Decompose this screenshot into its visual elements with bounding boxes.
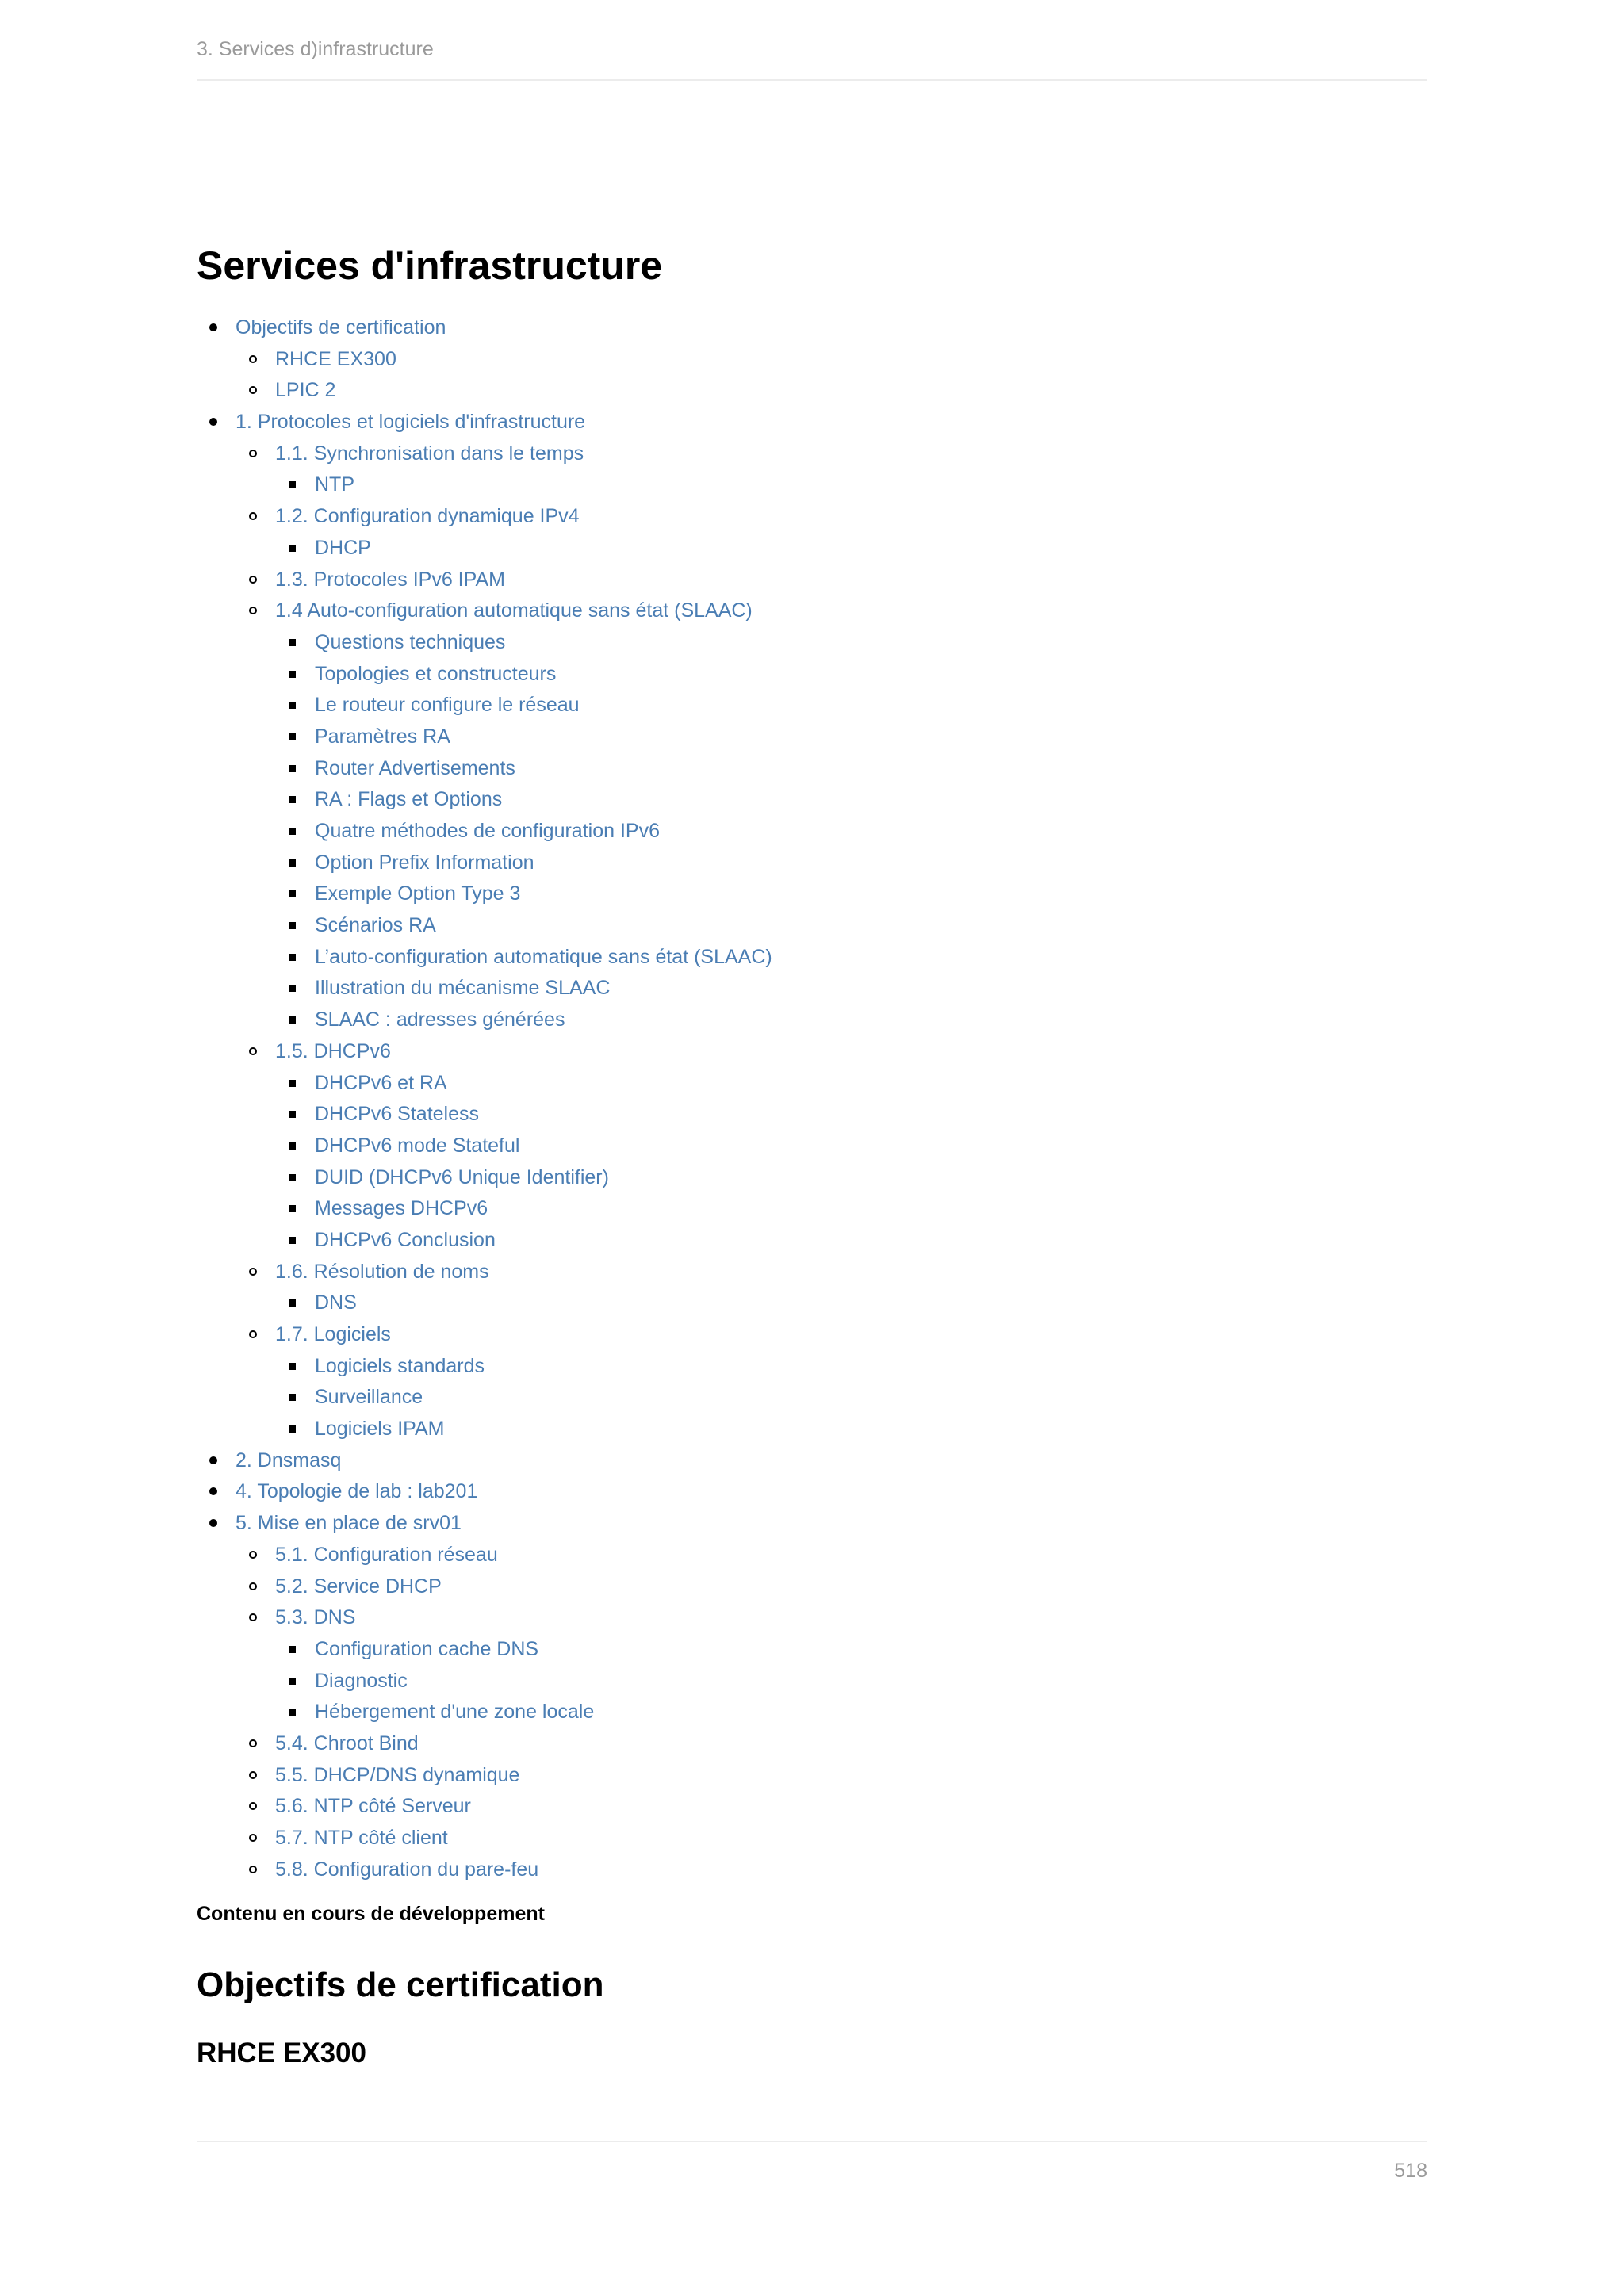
toc-link[interactable]: Quatre méthodes de configuration IPv6 (315, 820, 660, 842)
toc-link-5-5[interactable]: 5.5. DHCP/DNS dynamique (275, 1763, 520, 1786)
square-bullet-icon (289, 1709, 296, 1716)
toc-item (275, 1162, 1427, 1194)
circle-bullet-icon (249, 512, 257, 520)
toc-link-dhcp[interactable]: DHCP (315, 536, 371, 559)
toc-link-5-4[interactable]: 5.4. Chroot Bind (275, 1732, 419, 1755)
toc-item-section-4 (197, 1476, 1427, 1508)
circle-bullet-icon (249, 355, 257, 363)
toc-item-1-7 (236, 1319, 1427, 1445)
square-bullet-icon (289, 890, 296, 897)
toc-link-lpic[interactable]: LPIC 2 (275, 379, 336, 402)
square-bullet-icon (289, 1205, 296, 1212)
toc-link-dns[interactable]: DNS (315, 1292, 357, 1314)
toc-link-5-1[interactable]: 5.1. Configuration réseau (275, 1543, 498, 1566)
square-bullet-icon (289, 828, 296, 835)
toc-item (275, 1131, 1427, 1162)
square-bullet-icon (289, 1678, 296, 1685)
toc-link[interactable]: Paramètres RA (315, 725, 450, 748)
toc-sublist (275, 533, 1427, 564)
square-bullet-icon (289, 1080, 296, 1087)
toc-item (275, 973, 1427, 1004)
disc-bullet-icon (209, 1519, 217, 1527)
toc-link[interactable]: Le routeur configure le réseau (315, 694, 580, 717)
toc-link[interactable]: Messages DHCPv6 (315, 1197, 488, 1220)
disc-bullet-icon (209, 323, 217, 331)
toc-item (275, 1414, 1427, 1445)
toc-link-5-3[interactable]: 5.3. DNS (275, 1606, 356, 1629)
square-bullet-icon (289, 1299, 296, 1307)
toc-link[interactable]: Configuration cache DNS (315, 1637, 539, 1660)
toc-item (275, 753, 1427, 785)
toc-item-5-5 (236, 1760, 1427, 1792)
toc-link[interactable]: Surveillance (315, 1386, 423, 1409)
toc-link-1-1[interactable]: 1.1. Synchronisation dans le temps (275, 442, 584, 465)
toc-link[interactable]: DHCPv6 Stateless (315, 1103, 480, 1126)
square-bullet-icon (289, 796, 296, 803)
toc-link-5-8[interactable]: 5.8. Configuration du pare-feu (275, 1858, 539, 1881)
toc-item (275, 1193, 1427, 1225)
toc-link[interactable]: L’auto-configuration automatique sans état (SLAAC) (315, 945, 772, 968)
toc-item (275, 1225, 1427, 1257)
toc-item (275, 627, 1427, 659)
circle-bullet-icon (249, 1771, 257, 1779)
toc-item-1-6 (236, 1257, 1427, 1319)
toc-link-1-5[interactable]: 1.5. DHCPv6 (275, 1039, 391, 1062)
toc-link[interactable]: Logiciels standards (315, 1354, 485, 1377)
toc-link[interactable]: Questions techniques (315, 630, 506, 653)
toc-item (275, 878, 1427, 910)
toc-link-section-4[interactable]: 4. Topologie de lab : lab201 (236, 1480, 478, 1503)
square-bullet-icon (289, 702, 296, 709)
circle-bullet-icon (249, 1268, 257, 1276)
toc-link-objectifs[interactable]: Objectifs de certification (236, 316, 446, 339)
toc-item (275, 1099, 1427, 1131)
toc-link[interactable]: Illustration du mécanisme SLAAC (315, 977, 611, 1000)
circle-bullet-icon (249, 1582, 257, 1590)
toc-link[interactable]: DHCPv6 Conclusion (315, 1228, 496, 1251)
toc-item-5-1 (236, 1540, 1427, 1571)
square-bullet-icon (289, 922, 296, 929)
disc-bullet-icon (209, 1487, 217, 1495)
square-bullet-icon (289, 733, 296, 740)
toc-item-lpic (236, 375, 1427, 407)
toc-item-5-2 (236, 1571, 1427, 1603)
toc-item-dhcp (275, 533, 1427, 564)
square-bullet-icon (289, 1111, 296, 1118)
square-bullet-icon (289, 859, 296, 867)
circle-bullet-icon (249, 1613, 257, 1621)
toc-link-1-6[interactable]: 1.6. Résolution de noms (275, 1260, 489, 1283)
toc-item (275, 721, 1427, 753)
toc-sublist (275, 627, 1427, 1036)
toc-item (275, 659, 1427, 691)
toc-link-1-2[interactable]: 1.2. Configuration dynamique IPv4 (275, 505, 580, 528)
circle-bullet-icon (249, 1834, 257, 1842)
toc-item-5-8 (236, 1854, 1427, 1886)
toc-link-5-6[interactable]: 5.6. NTP côté Serveur (275, 1795, 471, 1818)
toc-item-rhce (236, 344, 1427, 376)
toc-sublist (275, 1068, 1427, 1257)
circle-bullet-icon (249, 386, 257, 394)
square-bullet-icon (289, 639, 296, 646)
square-bullet-icon (289, 985, 296, 992)
toc-item (275, 1634, 1427, 1666)
toc-item-ntp (275, 469, 1427, 501)
toc-item-5-4 (236, 1728, 1427, 1760)
toc-link-1-4[interactable]: 1.4 Auto-configuration automatique sans état (SLAAC) (275, 599, 753, 622)
section-heading: Objectifs de certification (197, 1965, 604, 2005)
toc-item (275, 1351, 1427, 1383)
toc-item (275, 1697, 1427, 1728)
toc-link[interactable]: Scénarios RA (315, 914, 436, 937)
toc-link[interactable]: Diagnostic (315, 1669, 408, 1692)
toc-link[interactable]: DHCPv6 et RA (315, 1071, 447, 1094)
circle-bullet-icon (249, 576, 257, 584)
square-bullet-icon (289, 1646, 296, 1653)
toc-link[interactable]: Exemple Option Type 3 (315, 882, 521, 905)
toc-link-section-1[interactable]: 1. Protocoles et logiciels d'infrastructure (236, 411, 586, 434)
toc-link[interactable]: DUID (DHCPv6 Unique Identifier) (315, 1165, 609, 1188)
circle-bullet-icon (249, 450, 257, 457)
toc-link[interactable]: RA : Flags et Options (315, 788, 503, 811)
toc-link[interactable]: DHCPv6 mode Stateful (315, 1134, 520, 1157)
toc-item (275, 848, 1427, 879)
square-bullet-icon (289, 1425, 296, 1433)
toc-item (275, 942, 1427, 974)
square-bullet-icon (289, 1142, 296, 1150)
page-footer (197, 2141, 1427, 2182)
toc-item-5-3 (236, 1602, 1427, 1728)
square-bullet-icon (289, 765, 296, 772)
toc-item-1-5 (236, 1036, 1427, 1257)
toc-item-5-6 (236, 1791, 1427, 1823)
toc-item (275, 1382, 1427, 1414)
toc-item (275, 1004, 1427, 1036)
toc-item (275, 816, 1427, 848)
toc-link-5-2[interactable]: 5.2. Service DHCP (275, 1575, 442, 1598)
page-header (197, 35, 1427, 81)
table-of-contents (197, 312, 1427, 1885)
square-bullet-icon (289, 545, 296, 552)
square-bullet-icon (289, 1363, 296, 1370)
toc-item (275, 910, 1427, 942)
toc-sublist (275, 1288, 1427, 1319)
toc-sublist (275, 469, 1427, 501)
toc-link[interactable]: Topologies et constructeurs (315, 662, 557, 685)
circle-bullet-icon (249, 1739, 257, 1747)
toc-sublist (275, 1351, 1427, 1445)
toc-item-section-1 (197, 407, 1427, 1445)
toc-item-1-4 (236, 595, 1427, 1036)
toc-item-1-2 (236, 501, 1427, 564)
toc-link-5-7[interactable]: 5.7. NTP côté client (275, 1827, 448, 1849)
toc-item-1-1 (236, 438, 1427, 501)
toc-sublist (275, 1634, 1427, 1728)
page-content (197, 235, 1427, 2072)
toc-sublist (236, 438, 1427, 1445)
square-bullet-icon (289, 1237, 296, 1244)
toc-link-rhce[interactable]: RHCE EX300 (275, 347, 396, 370)
toc-item-section-5 (197, 1508, 1427, 1885)
toc-item (275, 784, 1427, 816)
toc-link-section-2[interactable]: 2. Dnsmasq (236, 1448, 342, 1471)
toc-item-section-2 (197, 1445, 1427, 1477)
toc-link-1-7[interactable]: 1.7. Logiciels (275, 1323, 391, 1345)
toc-link-section-5[interactable]: 5. Mise en place de srv01 (236, 1512, 462, 1535)
development-notice: Contenu en cours de développement (197, 1903, 545, 1926)
page-number: 518 (1394, 2160, 1427, 2182)
disc-bullet-icon (209, 418, 217, 426)
toc-item (275, 1666, 1427, 1697)
disc-bullet-icon (209, 1456, 217, 1464)
subsection-heading: RHCE EX300 (197, 2038, 366, 2069)
circle-bullet-icon (249, 607, 257, 614)
toc-sublist (236, 344, 1427, 407)
circle-bullet-icon (249, 1330, 257, 1338)
circle-bullet-icon (249, 1802, 257, 1810)
square-bullet-icon (289, 671, 296, 678)
square-bullet-icon (289, 1016, 296, 1024)
toc-link-ntp[interactable]: NTP (315, 473, 354, 496)
circle-bullet-icon (249, 1866, 257, 1873)
circle-bullet-icon (249, 1551, 257, 1559)
toc-link-1-3[interactable]: 1.3. Protocoles IPv6 IPAM (275, 568, 505, 591)
square-bullet-icon (289, 1174, 296, 1181)
toc-item-objectifs (197, 312, 1427, 407)
square-bullet-icon (289, 1394, 296, 1401)
toc-link[interactable]: Option Prefix Information (315, 851, 534, 874)
toc-link[interactable]: Hébergement d'une zone locale (315, 1701, 595, 1724)
toc-item-dns (275, 1288, 1427, 1319)
toc-item (275, 1068, 1427, 1100)
toc-sublist (236, 1540, 1427, 1886)
toc-item (275, 690, 1427, 721)
toc-item-1-3 (236, 564, 1427, 596)
square-bullet-icon (289, 954, 296, 961)
circle-bullet-icon (249, 1047, 257, 1055)
page-title: Services d'infrastructure (197, 243, 663, 288)
running-header-title: 3. Services d)infrastructure (197, 38, 434, 60)
toc-link[interactable]: Logiciels IPAM (315, 1418, 445, 1441)
toc-link[interactable]: Router Advertisements (315, 756, 515, 779)
toc-item-5-7 (236, 1823, 1427, 1854)
square-bullet-icon (289, 481, 296, 488)
toc-link[interactable]: SLAAC : adresses générées (315, 1008, 565, 1031)
